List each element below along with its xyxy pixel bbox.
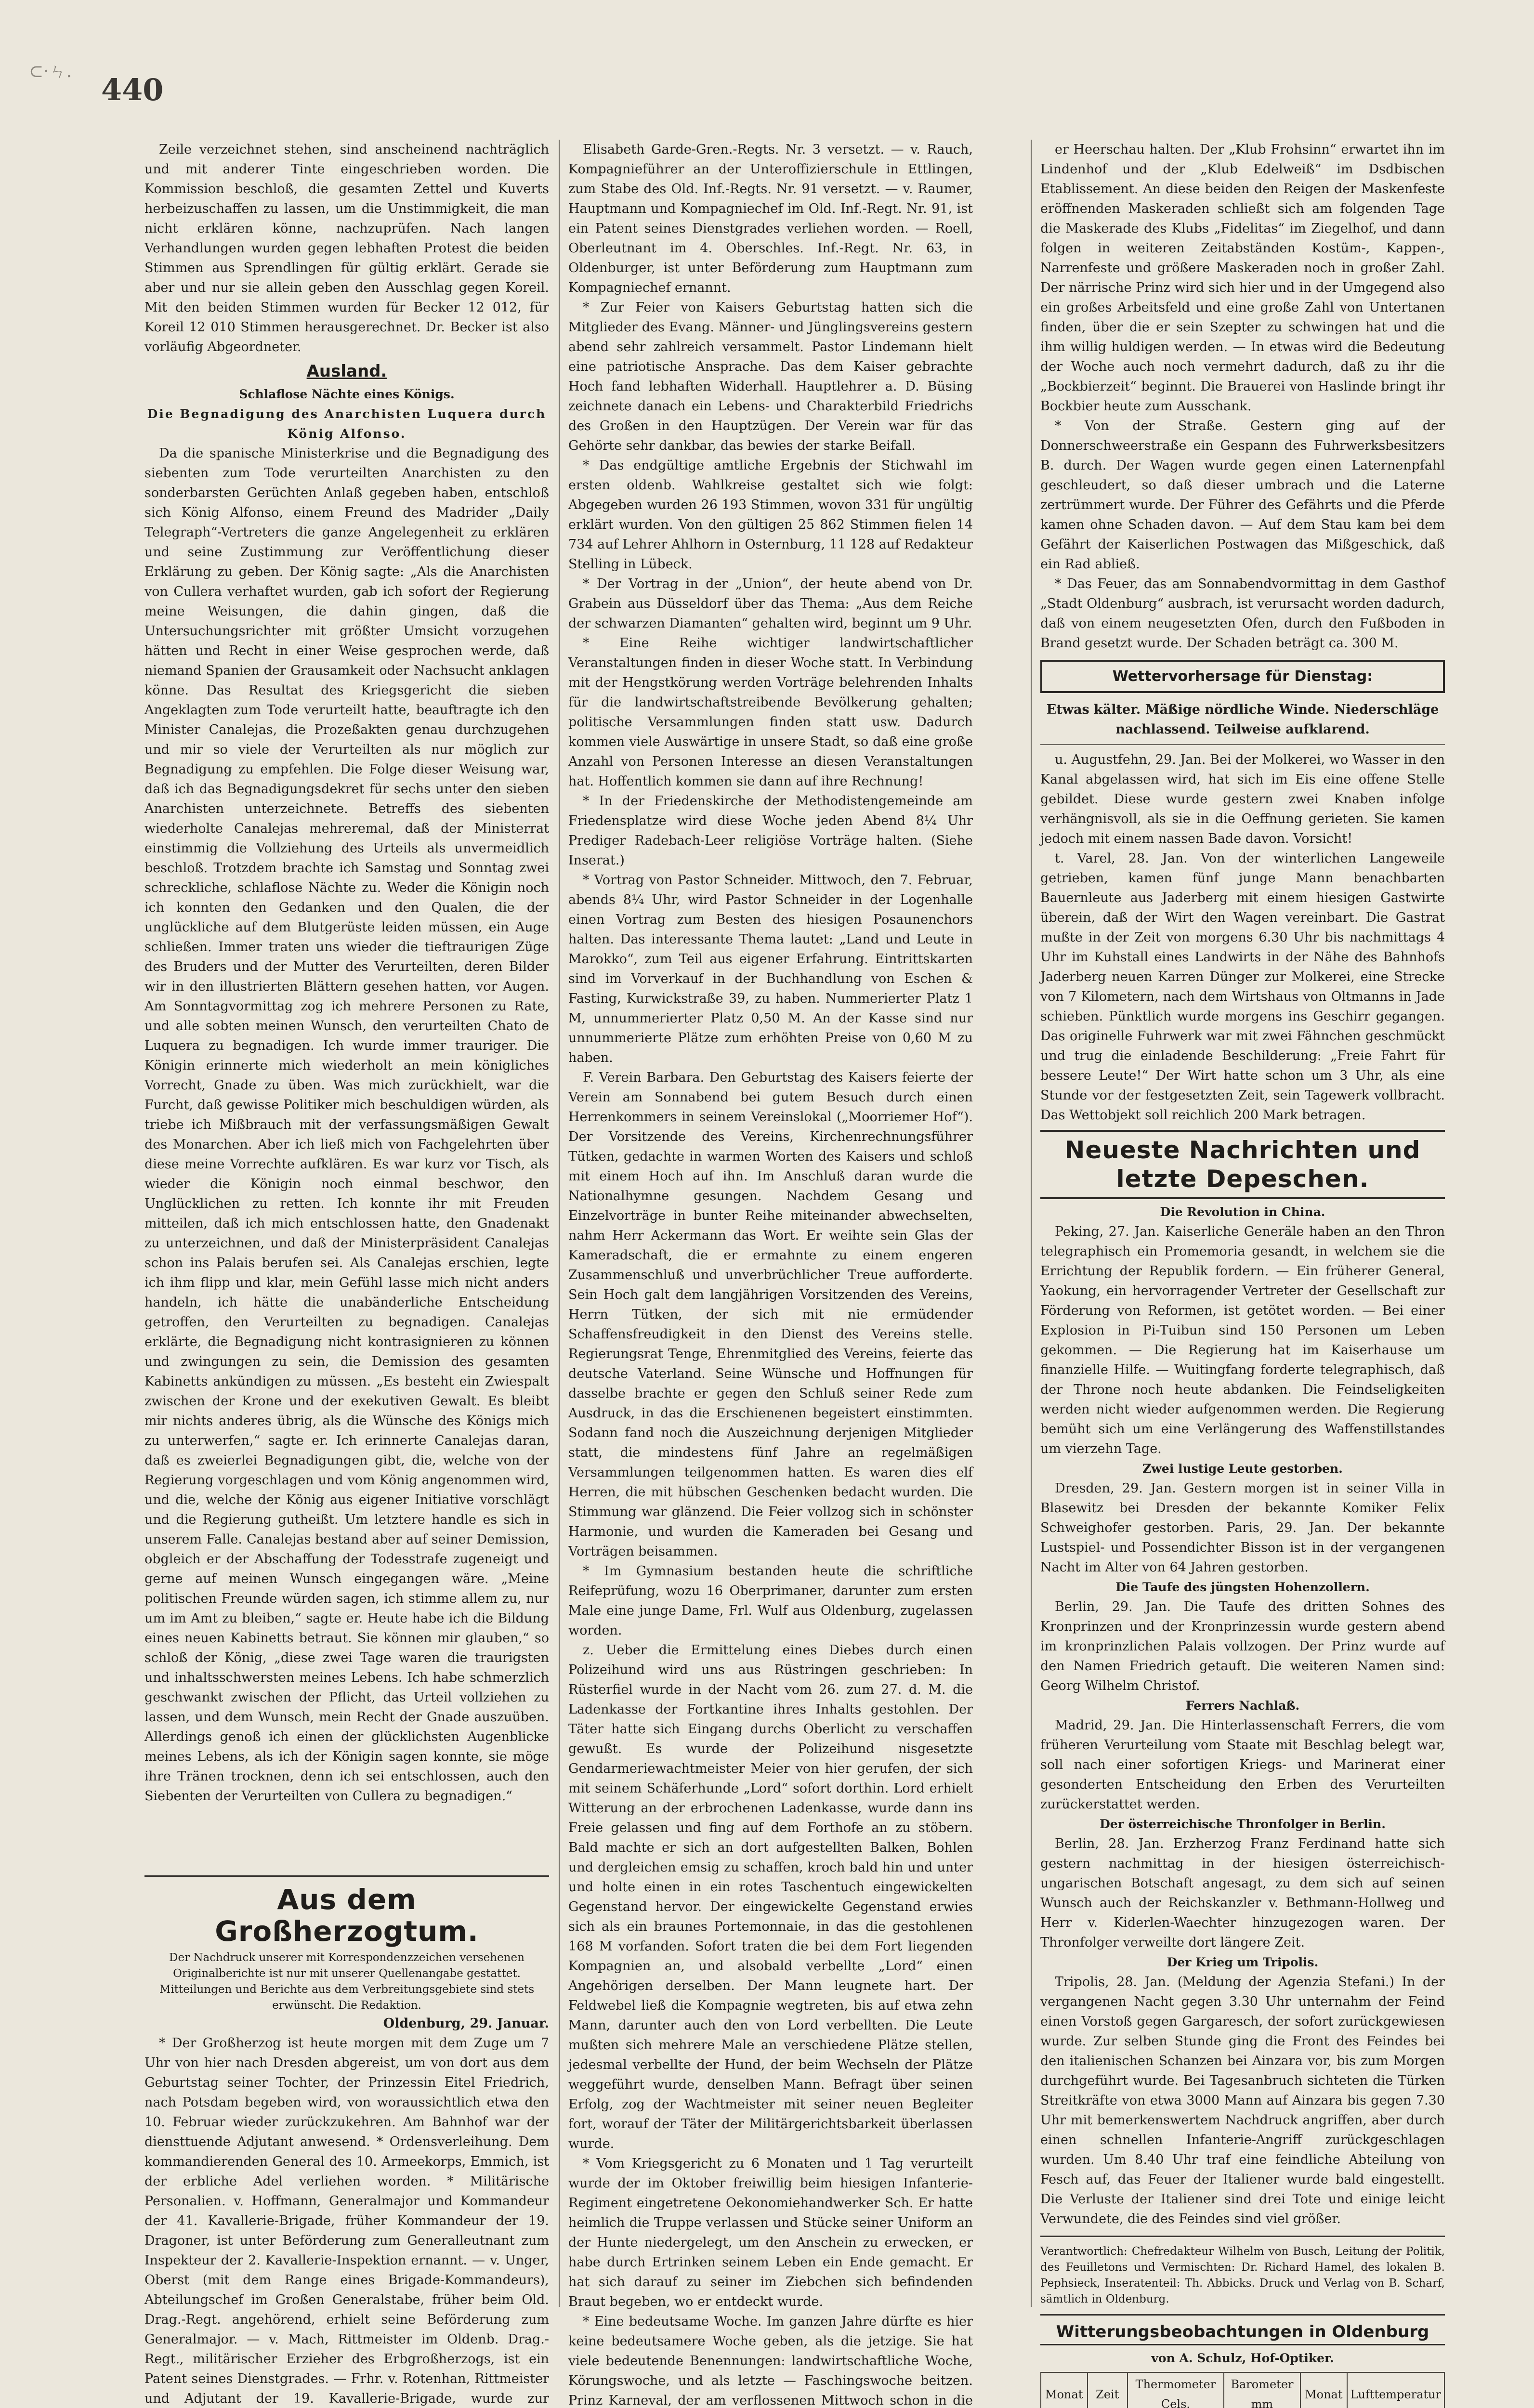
article-subheading: Der österreichische Thronfolger in Berlin. [1100,1817,1386,1831]
article-text: u. Augustfehn, 29. Jan. Bei der Molkerei, wo Wasser in den Kanal abgelassen wird, hat sich im Eis eine offene Stelle gebildet. Diese wurde gestern zwei Knaben infolge verhängnisvoll, als sie in die Oeffnung gerieten. Sie kamen jedoch mit einem nassen Bade davon. Vorsicht! [1040,752,1445,846]
weather-forecast-text: Etwas kälter. Mäßige nördliche Winde. Niederschläge nachlassend. Teilweise aufklarend. [1046,702,1439,737]
article-text: * Vortrag von Pastor Schneider. Mittwoch, den 7. Februar, abends 8¼ Uhr, wird Pastor Schneider in der Logenhalle einen Vortrag zum Besten des hiesigen Posaunenchors halten. Das interessante Thema lautet: „Land und Leute in Marokko“, zum Teil aus eigener Erfahrung. Eintrittskarten sind im Vorverkauf in der Buchhandlung von Eschen & Fasting, Kurwickstraße 39, zu haben. Nummerierter Platz 1 M, unnummerierter Platz 0,50 M. An der Kasse sind nur unnummerierte Plätze zum erhöhten Preise von 0,60 M zu haben. [568,873,973,1065]
article-text: * Der Großherzog ist heute morgen mit dem Zuge um 7 Uhr von hier nach Dresden abgereist, um von dort aus dem Geburtstag seiner Tochter, der Prinzessin Eitel Friedrich, nach Potsdam begeben wird, von woraussichtlich etwa den 10. Februar wieder zurückzukehren. Am Bahnhof war der diensttuende Adjutant anwesend. * Ordensverleihung. Dem kommandierenden General des 10. Armeekorps, Emmich, ist der erbliche Adel verliehen worden. * Militärische Personalien. v. Hoffmann, Generalmajor und Kommandeur der 41. Kavallerie-Brigade, früher Kommandeur der 19. Dragoner, ist unter Beförderung zum Generalleutnant zum Inspekteur der 2. Kavallerie-Inspektion ernannt. — v. Unger, Oberst (mit dem Range eines Brigade-Kommandeurs), Abteilungschef im Großen Generalstabe, früher beim Old. Drag.-Regt. angehörend, erhielt seine Beförderung zum Generalmajor. — v. Mach, Rittmeister im Oldenb. Drag.-Regt., militärischer Erzieher des Erbgroßherzogs, ist ein Patent seines Dienstgrades. — Frhr. v. Rotenhan, Rittmeister und Adjutant der 19. Kavallerie-Brigade, wurde zur [144,2036,549,2406]
article-text: Madrid, 29. Jan. Die Hinterlassenschaft Ferrers, die vom früheren Verurteilung vom Staate mit Beschlag belegt war, soll nach einer sofortigen Kriegs- und Marinerat einer gesonderten Entscheidung den Erben des Verurteilten zurückerstattet werden. [1040,1718,1445,1812]
article-text: * Vom Kriegsgericht zu 6 Monaten und 1 Tag verurteilt wurde der im Oktober freiwillig beim hiesigen Infanterie-Regiment eingetretene Oekonomiehandwerker Sch. Er hatte heimlich die Truppe verlassen und Stücke seiner Uniform an der Hunte niedergelegt, um den Anschein zu erwecken, er habe durch Ertrinken seinem Leben ein Ende gemacht. Er hat sich darauf zu seiner im Ziebchen sich befindenden Braut begeben, wo er entdeckt wurde. [568,2156,973,2309]
article-subheading: Die Revolution in China. [1160,1205,1325,1219]
article-subheading: Ferrers Nachlaß. [1185,1699,1300,1713]
weather-observations-sub: von A. Schulz, Hof-Optiker. [1151,2351,1334,2365]
article-text: * Eine bedeutsame Woche. Im ganzen Jahre dürfte es hier keine bedeutsamere Woche geben, als die jetzige. Sie hat viele bedeutende Benennungen: landwirtschaftliche Woche, Körungswoche, und als letzte — Faschingswoche beitzen. Prinz Karneval, der am verflossenen Mittwoch schon in die [568,2314,973,2408]
table-header: Barometer mm [1224,2372,1300,2408]
article-text: * Eine Reihe wichtiger landwirtschaftlicher Veranstaltungen finden in dieser Woche statt. In Verbindung mit der Hengstkörung werden Vorträge belehrenden Inhalts für die landwirtschaftstreibende Bevölkerung gehalten; politische Versammlungen finden statt usw. Dadurch kommen viele Auswärtige in unsere Stadt, so daß eine große Anzahl von Personen Interesse an diesen Veranstaltungen hat. Hoffentlich kommen sie dann auf ihre Rechnung! [568,636,973,789]
column-3 [1040,140,1445,2408]
article-text: Da die spanische Ministerkrise und die Begnadigung des siebenten zum Tode verurteilten Anarchisten zu den sonderbarsten Gerüchten Anlaß gegeben haben, entschloß sich König Alfonso, einem Freund des Madrider „Daily Telegraph“-Vertreters die ganze Angelegenheit zu erklären und seine Zustimmung zur Veröffentlichung dieser Erklärung zu geben. Der König sagte: „Als die Anarchisten von Cullera verhaftet wurden, gab ich sofort der Regierung meine Weisungen, die dahin gingen, daß die Untersuchungsrichter mit größter Umsicht vorzugehen hätten und Recht in einer Weise gesprochen werde, daß niemand Spanien der Grausamkeit oder Nachsucht anklagen könne. Das Resultat des Kriegsgericht die sieben Angeklagten zum Tode verurteilt hatte, beauftragte ich den Minister Canalejas, die Prozeßakten genau durchzugehen und mir so viele der Verurteilten als nur möglich zur Begnadigung zu empfehlen. Die Folge dieser Weisung war, daß ich das Begnadigungsdekret für sechs unter den sieben Anarchisten unterzeichnete. Betreffs des siebenten wiederholte Canalejas mehreremal, daß der Ministerrat einstimmig die Vollziehung des Urteils als unvermeidlich beschloß. Trotzdem brachte ich Samstag und Sonntag zwei schreckliche, schlaflose Nächte zu. Weder die Königin noch ich konnten den Gedanken und den Qualen, die der unglückliche auf dem Blutgerüste leiden müssen, ein Auge schließen. Immer traten uns wieder die tieftraurigen Züge des Bruders und der Mutter des Verurteilten, deren Bilder wir in den illustrierten Blättern gesehen hatten, vor Augen. Am Sonntagvormittag zog ich mehrere Personen zu Rate, und alle sobten meinen Wunsch, den verurteilten Chato de Luquera zu begnadigen. Ich wurde immer trauriger. Die Königin erinnerte mich wiederholt an mein königliches Vorrecht, Gnade zu üben. Was mich zurückhielt, war die Furcht, daß gewisse Politiker mich beschuldigen würden, als triebe ich Mißbrauch mit der verfassungsmäßigen Gewalt des Monarchen. Aber ich ließ mich von Fachgelehrten über diese meine Vorrechte aufklären. Es war kurz vor Tisch, als wieder die Königin noch einmal beschwor, den Unglücklichen zu retten. Ich konnte ihr mit Freuden mitteilen, daß ich mich entschlossen hatte, den Gnadenakt zu unterzeichnen, und daß der Ministerpräsident Canalejas schon ins Palais berufen sei. Als Canalejas erschien, legte ich ihm flipp und klar, mein Gefühl lasse mich nicht anders handeln, ich hätte die unabänderliche Entscheidung getroffen, den Verurteilten zu begnadigen. Canalejas erklärte, die Begnadigung nicht kontrasignieren zu können und zwingungen zu sein, die Demission des gesamten Kabinetts ankündigen zu müssen. „Es besteht ein Zwiespalt zwischen der Krone und der exekutiven Gewalt. Es bleibt mir nichts anderes übrig, als die Wünsche des Königs mich zu unterwerfen,“ sagte er. Ich erinnerte Canalejas daran, daß es zweierlei Begnadigungen gibt, die, welche von der Regierung vorgeschlagen und vom König angenommen wird, und die, welche der König aus eigener Initiative vorschlägt und die Regierung gutheißt. Um letztere handle es sich in unserem Falle. Canalejas bestand aber auf seiner Demission, obgleich er der Abschaffung der Todesstrafe zugeneigt und gerne auf meinen Wunsch eingegangen wäre. „Meine politischen Freunde würden sagen, ich stimme allem zu, nur um im Amt zu bleiben,“ sagte er. Heute habe ich die Bildung eines neuen Kabinetts betraut. Sie können mir glauben,“ so schloß der König, „diese zwei Tage waren die traurigsten und inhaltsschwersten meines Lebens. Ich habe schmerzlich geschwankt zwischen der Pflicht, das Urteil vollziehen zu lassen, und dem Wunsch, mein Recht der Gnade auszuüben. Allerdings genoß ich einen der glücklichsten Augenblicke meines Lebens, als ich der Königin sagen konnte, sie möge ihre Tränen trocknen, denn ich sei entschlossen, auch den Siebenten der Verurteilten von Cullera zu begnadigen.“ [144,446,549,1804]
table-header: Lufttemperatur [1347,2372,1444,2408]
weather-observations-heading: Witterungsbeobachtungen in Oldenburg [1040,2322,1445,2345]
section-heading-ausland: Ausland. [306,362,387,381]
reprint-note: Der Nachdruck unserer mit Korrespondenzzeichen versehenen Originalberichte ist nur mit unserer Quellenangabe gestattet. Mitteilungen und Berichte aus dem Verbreitungsgebiete sind stets erwünscht. Die Redaktion. [159,1951,535,2012]
table-header: Monat [1041,2372,1088,2408]
column-1-lower [144,1869,549,2406]
article-text: * Der Vortrag in der „Union“, der heute abend von Dr. Grabein aus Düsseldorf über das Thema: „Aus dem Reiche der schwarzen Diamanten“ gehalten wird, beginnt um 9 Uhr. [568,576,973,631]
table-header: Monat [1300,2372,1347,2408]
divider [1040,2236,1445,2237]
article-text: er Heerschau halten. Der „Klub Frohsinn“ erwartet ihn im Lindenhof und der „Klub Edelweiß“ im Dsdbischen Etablissement. An diese beiden den Reigen der Maskenfeste eröffnenden Maskeraden schließt sich am folgenden Tage die Maskerade des Klubs „Fidelitas“ im Ziegelhof, und dann folgen in weiteren Zeitabständen Kostüm-, Kappen-, Narrenfeste und größere Maskeraden noch in großer Zahl. Der närrische Prinz wird sich hier und in der Umgegend also ein großes Arbeitsfeld und eine große Zahl von Untertanen finden, über die er sein Szepter zu schwingen hat und die ihm willig huldigen werden. — In etwas wird die Bedeutung der Woche auch noch vermehrt dadurch, daß zu ihr die „Bockbierzeit“ beginnt. Die Brauerei von Haslinde bringt ihr Bockbier heute zum Ausschank. [1040,142,1445,414]
article-text: z. Ueber die Ermittelung eines Diebes durch einen Polizeihund wird uns aus Rüstringen geschrieben: In Rüsterfiel wurde in der Nacht vom 26. zum 27. d. M. die Ladenkasse der Fortkantine ihres Inhalts gestohlen. Der Täter hatte sich Eingang durchs Oberlicht zu verschaffen gewußt. Es wurde der Polizeihund nisgesetzte Gendarmeriewachtmeister Meier von hier gerufen, der sich mit seinem Schäferhunde „Lord“ sofort dorthin. Lord erhielt Witterung an der erbrochenen Ladenkasse, wurde dann ins Freie gelassen und fing auf dem Forthofe an zu stöbern. Bald machte er sich an dort aufgestellten Balken, Bohlen und dergleichen emsig zu schaffen, kroch bald hin und unter und holte einen in ein rotes Taschentuch eingewickelten Gegenstand hervor. Der eingewickelte Gegenstand erwies sich als ein braunes Portemonnaie, in das die gestohlenen 168 M vorfanden. Sofort traten die bei dem Fort liegenden Kompagnien an, und alsobald verbellte „Lord“ einen Angehörigen derselben. Der Mann leugnete hart. Der Feldwebel ließ die Kompagnie wegtreten, bis auf etwa zehn Mann, darunter auch den von Lord verbellten. Die Leute mußten sich mehrere Male an verschiedene Plätze stellen, jedesmal verbellte der Hund, der beim Wechseln der Plätze weggeführt wurde, denselben Mann. Befragt über seinen Erfolg, zog der Wachtmeister mit seiner neuen Begleiter fort, worauf der Täter der Militärgerichtsbarkeit überlassen wurde. [568,1643,973,2151]
article-text: * Von der Straße. Gestern ging auf der Donnerschweerstraße ein Gespann des Fuhrwerksbesitzers B. durch. Der Wagen wurde gegen einen Laternenpfahl geschleudert, so daß dieser umbrach und die Laterne zertrümmert wurde. Der Führer des Gefährts und die Pferde kamen ohne Schaden davon. — Auf dem Stau kam bei dem Gefährt der Kaiserlichen Postwagen das Mißgeschick, daß ein Rad abließ. [1040,419,1445,572]
margin-stamp: ⊂·ㄣ. [29,62,72,81]
article-text: Peking, 27. Jan. Kaiserliche Generäle haben an den Thron telegraphisch ein Promemoria gesandt, in welchem sie die Errichtung der Republik fordern. — Ein früherer General, Yaokung, ein hervorragender Vertreter der Gesellschaft zur Förderung von Reformen, ist getötet worden. — Bei einer Explosion in Pi-Tuibun sind 150 Personen um Leben gekommen. — Die Regierung hat im Kaiserhause um finanzielle Hilfe. — Wuitingfang forderte telegraphisch, daß der Throne noch heute abdanken. Die Feindseligkeiten werden nicht wieder aufgenommen werden. Die Regierung bemüht sich um eine Verlängerung des Waffenstillstandes um vierzehn Tage. [1040,1224,1445,1456]
article-text: Berlin, 28. Jan. Erzherzog Franz Ferdinand hatte sich gestern nachmittag in der hiesigen österreichisch-ungarischen Botschaft angesagt, zu dem sich auf seinen Wunsch auch der Reichskanzler v. Bethmann-Hollweg und Herr v. Kiderlen-Waechter hinzugezogen waren. Der Thronfolger verweilte dort längere Zeit. [1040,1836,1445,1950]
table-header: Thermometer Cels. [1128,2372,1224,2408]
column-2 [568,140,973,2408]
article-text: * In der Friedenskirche der Methodistengemeinde am Friedensplatze wird diese Woche jeden Abend 8¼ Uhr Prediger Radebach-Leer religiöse Vorträge halten. (Siehe Inserat.) [568,794,973,868]
page-number: 440 [101,72,164,107]
weather-table [1040,2372,1445,2408]
article-subheading: Schlaflose Nächte eines Königs. [239,387,455,401]
article-text: Dresden, 29. Jan. Gestern morgen ist in seiner Villa in Blasewitz bei Dresden der bekannte Komiker Felix Schweighofer gestorben. Paris, 29. Jan. Der bekannte Lustspiel- und Possendichter Bisson ist in der vergangenen Nacht im Alter von 64 Jahren gestorben. [1040,1481,1445,1575]
section-heading-grossherzogtum: Aus dem Großherzogtum. [215,1883,479,1948]
weather-forecast-heading: Wettervorhersage für Dienstag: [1040,660,1445,693]
column-1 [144,140,549,1854]
article-subheading: Die Taufe des jüngsten Hohenzollern. [1115,1580,1370,1594]
column-rule [1031,140,1032,2307]
article-text: * Im Gymnasium bestanden heute die schriftliche Reifeprüfung, wozu 16 Oberprimaner, darunter zum ersten Male eine junge Dame, Frl. Wulf aus Oldenburg, zugelassen worden. [568,1564,973,1638]
article-text: Tripolis, 28. Jan. (Meldung der Agenzia Stefani.) In der vergangenen Nacht gegen 3.30 Uhr unternahm der Feind einen Vorstoß gegen Gargaresch, der sofort zurückgewiesen wurde. Zur selben Stunde ging die Front des Feindes bei den italienischen Schanzen bei Ainzara vor, bis zum Morgen durchgeführt wurde. Bei Tagesanbruch sichteten die Türken Streitkräfte von etwa 3000 Mann auf Ainzara bis gegen 7.30 Uhr mit bemerkenswertem Nachdruck angriffen, aber durch einen schnellen Infanterie-Angriff zurückgeschlagen wurden. Um 8.40 Uhr traf eine feindliche Abteilung von Fesch auf, das Feuer der Italiener wurde bald eingestellt. Die Verluste der Italiener sind drei Tote und einige leicht Verwundete, die des Feindes sind viel größer. [1040,1975,1445,2226]
article-subheading: Zwei lustige Leute gestorben. [1142,1462,1343,1476]
divider [1040,2314,1445,2316]
article-text: F. Verein Barbara. Den Geburtstag des Kaisers feierte der Verein am Sonnabend bei gutem Besuch durch einen Herrenkommers in seinem Vereinslokal („Moorriemer Hof“). Der Vorsitzende des Vereins, Kirchenrechnungsführer Tütken, gedachte in warmen Worten des Kaisers und schloß mit einem Hoch auf ihn. Im Anschluß daran wurde die Nationalhymne gesungen. Nachdem Gesang und Einzelvorträge in bunter Reihe miteinander abwechselten, nahm Herr Ackermann das Wort. Er weihte sein Glas der Kameradschaft, die er ermahnte zu einem engeren Zusammenschluß und unverbrüchlicher Treue aufforderte. Sein Hoch galt dem langjährigen Vorsitzenden des Vereins, Herrn Tütken, der sich mit nie ermüdender Schaffensfreudigkeit in den Dienst des Vereins stelle. Regierungsrat Tenge, Ehrenmitglied des Vereins, feierte das deutsche Vaterland. Seine Wünsche und Hoffnungen für dasselbe brachte er gegen den Schluß seiner Rede zum Ausdruck, in das die Erschienenen begeistert einstimmten. Sodann fand noch die Auszeichnung derjenigen Mitglieder statt, die mindestens fünf Jahre an regelmäßigen Versammlungen teilgenommen hatten. Es waren dies elf Herren, die mit hübschen Geschenken bedacht wurden. Die Stimmung war glänzend. Die Feier vollzog sich in schönster Harmonie, und wurden die Kameraden bei Gesang und Vorträgen beisammen. [568,1070,973,1559]
article-subheading: Der Krieg um Tripolis. [1167,1955,1319,1969]
divider [1040,744,1445,745]
dateline: Oldenburg, 29. Januar. [383,2016,549,2031]
article-text: Berlin, 29. Jan. Die Taufe des dritten Sohnes des Kronprinzen und der Kronprinzessin wurde gestern abend im kronprinzlichen Palais vollzogen. Der Prinz wurde auf den Namen Friedrich getauft. Die weiteren Namen sind: Georg Wilhelm Christof. [1040,1599,1445,1693]
section-heading-neueste: Neueste Nachrichten und letzte Depeschen. [1040,1130,1445,1199]
article-text: * Das Feuer, das am Sonnabendvormittag in dem Gasthof „Stadt Oldenburg“ ausbrach, ist verursacht worden dadurch, daß von einem neugesetzten Ofen, durch den Fußboden in Brand gesetzt wurde. Der Schaden beträgt ca. 300 M. [1040,576,1445,651]
divider [144,1875,549,1877]
article-text: Zeile verzeichnet stehen, sind anscheinend nachträglich und mit anderer Tinte eingeschrieben worden. Die Kommission beschloß, die gesamten Zettel und Kuverts herbeizuschaffen zu lassen, um die Unstimmigkeit, die man nicht erklären könne, nachzuprüfen. Nach langen Verhandlungen wurden gegen lebhaften Protest die beiden Stimmen aus Sprendlingen für gültig erklärt. Gerade sie aber und nur sie allein geben den Ausschlag gegen Koreil. Mit den beiden Stimmen wurden für Becker 12 012, für Koreil 12 010 Stimmen herausgerechnet. Dr. Becker ist also vorläufig Abgeordneter. [144,142,549,354]
article-subheading: Die Begnadigung des Anarchisten Luquera durch König Alfonso. [147,407,547,441]
article-text: Elisabeth Garde-Gren.-Regts. Nr. 3 versetzt. — v. Rauch, Kompagnieführer an der Unteroffizierschule in Ettlingen, zum Stabe des Old. Inf.-Regts. Nr. 91 versetzt. — v. Raumer, Hauptmann und Kompagniechef im Old. Inf.-Regt. Nr. 91, ist ein Patent seines Dienstgrades verliehen worden. — Roell, Oberleutnant im 4. Oberschles. Inf.-Regt. Nr. 63, in Oldenburger, ist unter Beförderung zum Hauptmann zum Kompagniechef ernannt. [568,142,973,295]
column-rule [559,140,560,2307]
article-text: t. Varel, 28. Jan. Von der winterlichen Langeweile getrieben, kamen fünf junge Mann benachbarten Bauernleute aus Jaderberg mit einem hiesigen Gastwirte überein, daß der Wirt den Wagen vereinbart. Die Gastrat mußte in der Zeit von morgens 6.30 Uhr bis nachmittags 4 Uhr im Kuhstall eines Landwirts in der Nähe des Bahnhofs Jaderberg neuen Karren Dünger zur Molkerei, eine Strecke von 7 Kilometern, nach dem Wirtshaus von Oltmanns in Jade schieben. Pünktlich wurde morgens ins Geschirr gegangen. Das originelle Fuhrwerk war mit zwei Fähnchen geschmückt und trug die einladende Beschilderung: „Freie Fahrt für bessere Leute!“ Der Wirt hatte schon um 3 Uhr, als eine Stunde vor der festgesetzten Zeit, sein Tagewerk vollbracht. Das Wettobjekt soll reichlich 200 Mark betragen. [1040,851,1445,1123]
article-text: * Zur Feier von Kaisers Geburtstag hatten sich die Mitglieder des Evang. Männer- und Jünglingsvereins gestern abend sehr zahlreich versammelt. Pastor Lindemann hielt eine patriotische Ansprache. Das dem Kaiser gebrachte Hoch fand lebhaften Widerhall. Hauptlehrer a. D. Büsing zeichnete danach ein Lebens- und Charakterbild Friedrichs des Großen in den Hauptzügen. Der Verein war für das Gehörte sehr dankbar, das bewies der starke Beifall. [568,300,973,453]
imprint: Verantwortlich: Chefredakteur Wilhelm von Busch, Leitung der Politik, des Feuilletons und Vermischten: Dr. Richard Hamel, des lokalen B. Pephsieck, Inseratenteil: Th. Abbicks. Druck und Verlag von B. Scharf, sämtlich in Oldenburg. [1040,2245,1445,2305]
article-text: * Das endgültige amtliche Ergebnis der Stichwahl im ersten oldenb. Wahlkreise gestaltet sich wie folgt: Abgegeben wurden 26 193 Stimmen, wovon 331 für ungültig erklärt wurden. Von den gültigen 25 862 Stimmen fielen 14 734 auf Lehrer Ahlhorn in Osternburg, 11 128 auf Redakteur Stelling in Lübeck. [568,458,973,572]
table-header: Zeit [1088,2372,1128,2408]
